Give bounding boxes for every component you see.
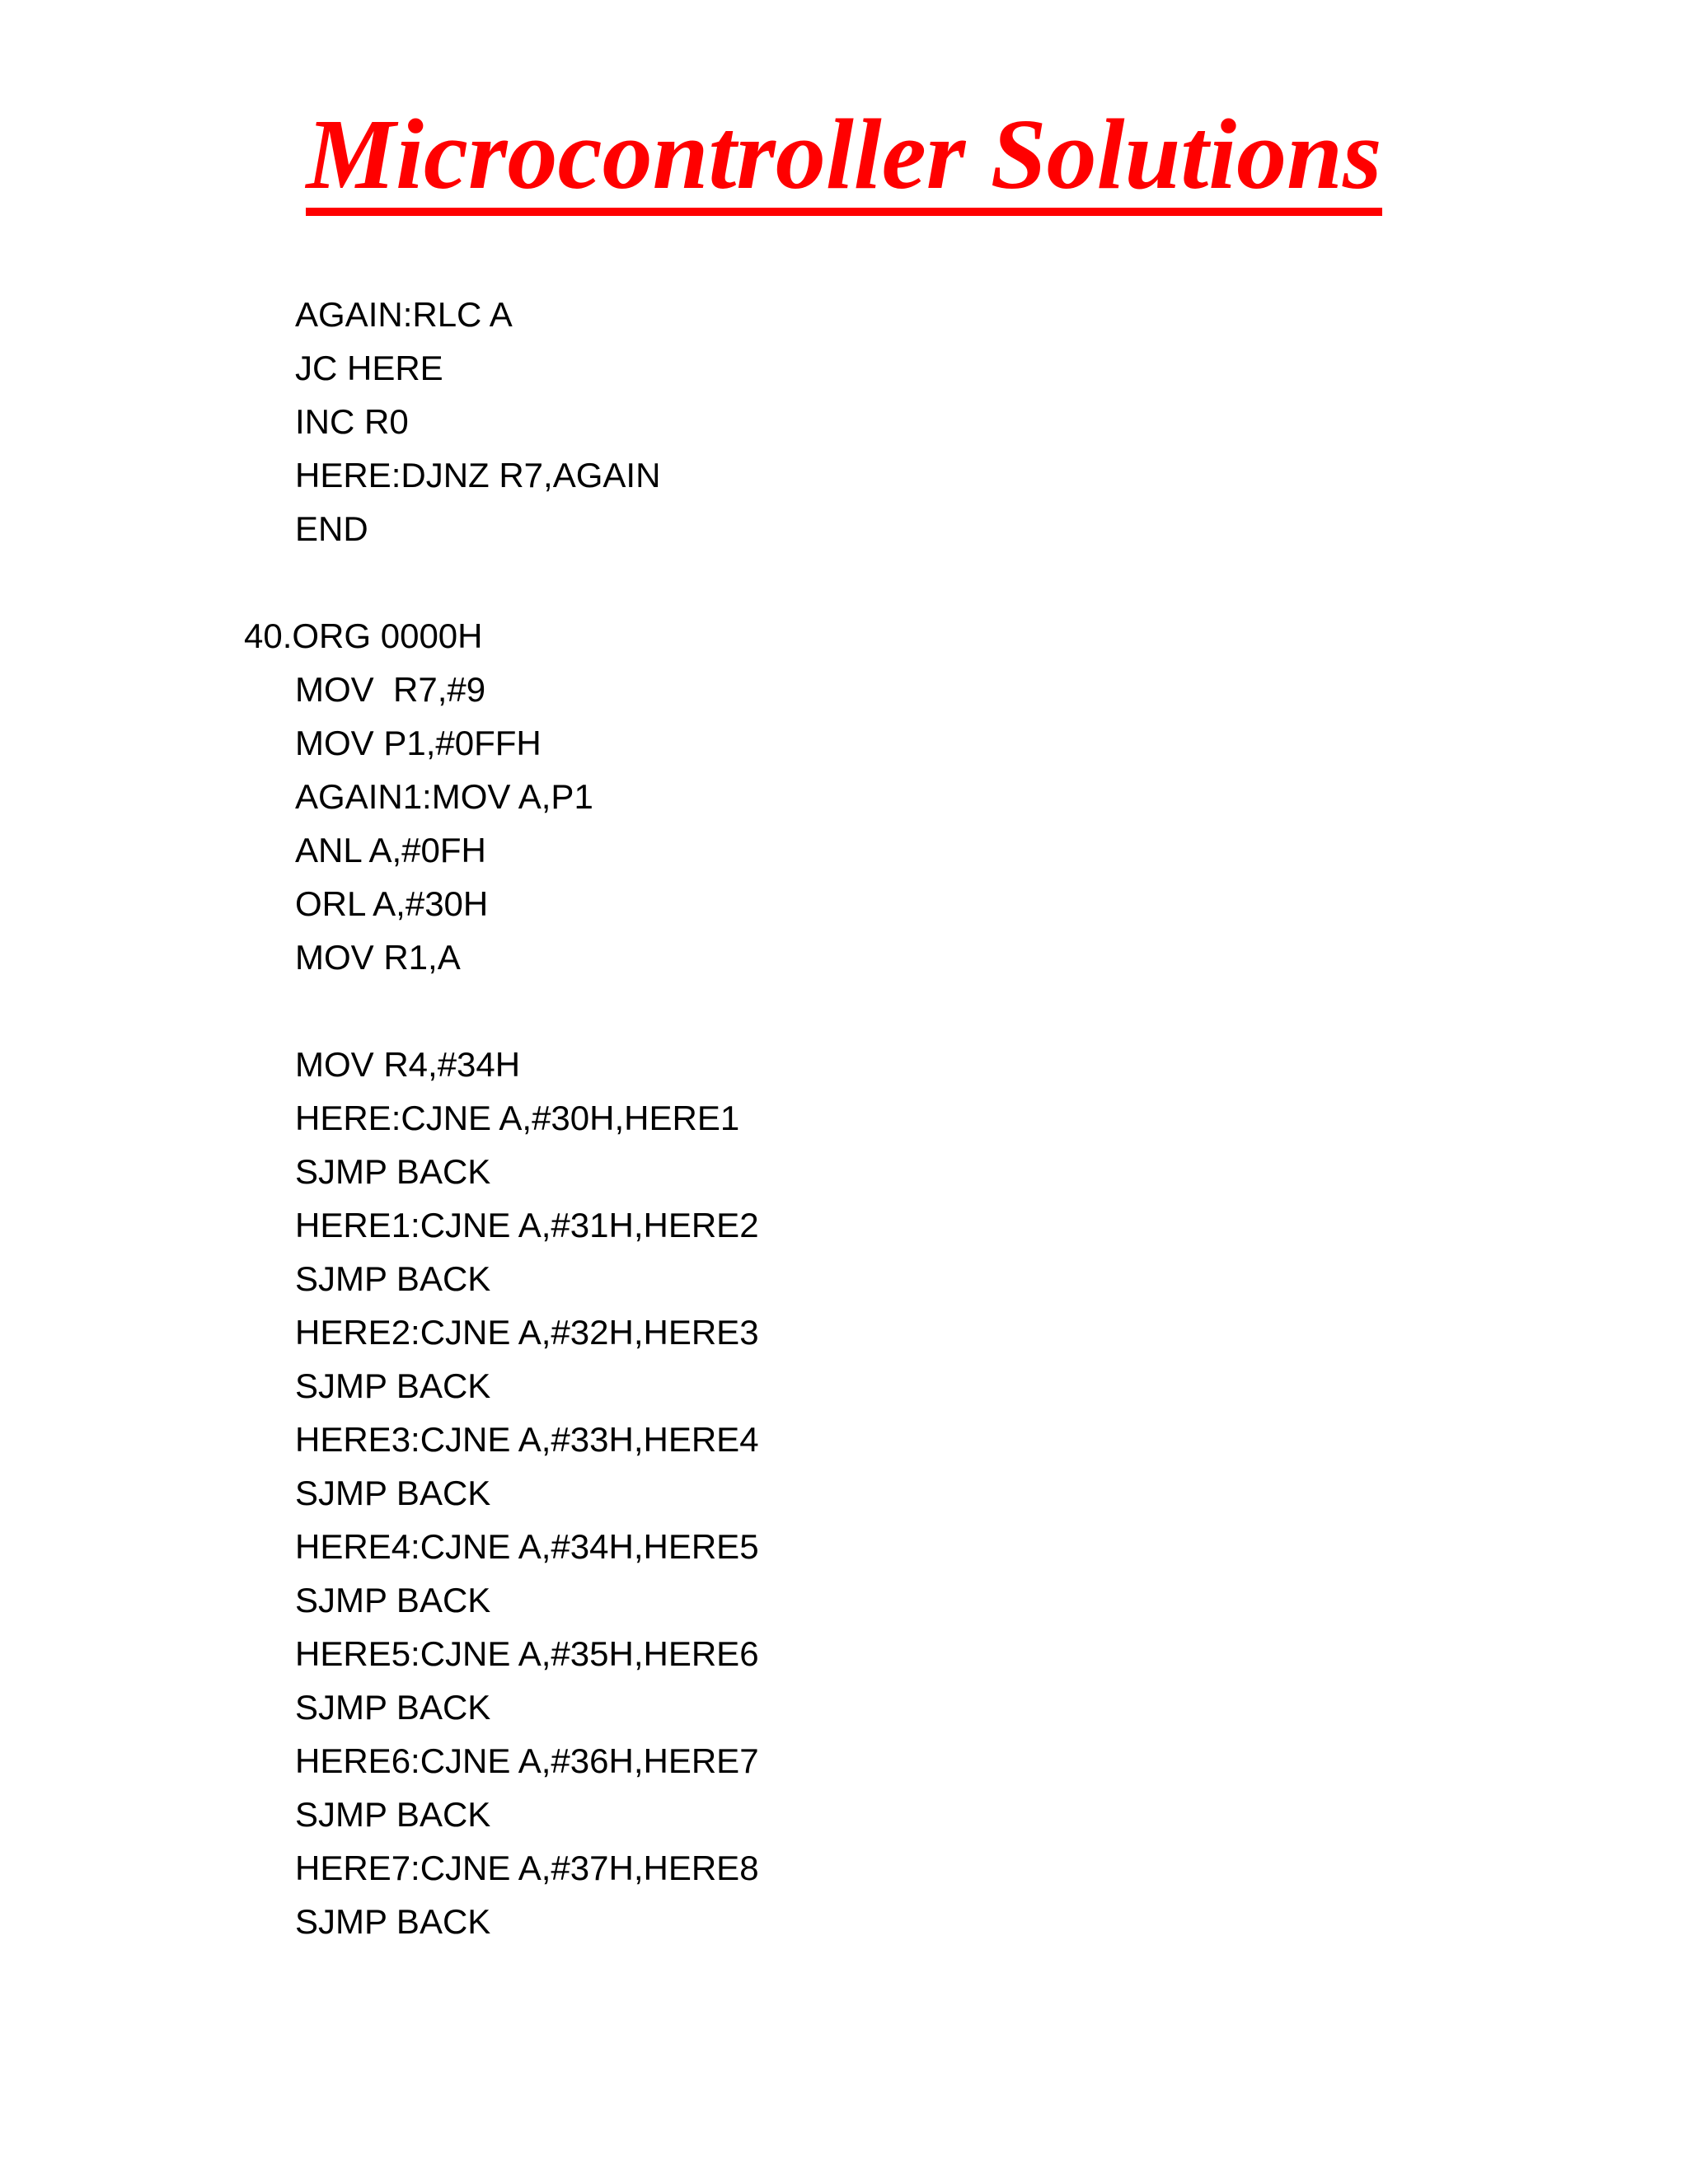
code-line: HERE2:CJNE A,#32H,HERE3	[295, 1313, 759, 1352]
page-title	[0, 97, 1688, 216]
code-line: HERE4:CJNE A,#34H,HERE5	[295, 1527, 759, 1566]
code-line: SJMP BACK	[295, 1366, 491, 1405]
code-line: AGAIN1:MOV A,P1	[295, 777, 593, 816]
code-line: HERE6:CJNE A,#36H,HERE7	[295, 1741, 759, 1780]
code-line: HERE5:CJNE A,#35H,HERE6	[295, 1634, 759, 1673]
code-line: END	[295, 509, 368, 548]
code-line-numbered: 40.ORG 0000H	[244, 616, 483, 655]
code-line: SJMP BACK	[295, 1259, 491, 1298]
code-line: SJMP BACK	[295, 1474, 491, 1512]
code-line: HERE:DJNZ R7,AGAIN	[295, 456, 661, 494]
code-line: SJMP BACK	[295, 1581, 491, 1619]
code-line: JC HERE	[295, 349, 443, 387]
code-line: HERE7:CJNE A,#37H,HERE8	[295, 1849, 759, 1887]
code-line: ORL A,#30H	[295, 884, 489, 923]
code-line: MOV P1,#0FFH	[295, 724, 542, 762]
page-title-text: Microcontroller Solutions	[306, 102, 1381, 216]
code-line: AGAIN:RLC A	[295, 295, 513, 334]
code-line: SJMP BACK	[295, 1688, 491, 1727]
code-line: MOV R4,#34H	[295, 1045, 521, 1084]
code-line: INC R0	[295, 402, 409, 441]
code-line: SJMP BACK	[295, 1795, 491, 1834]
code-line: HERE3:CJNE A,#33H,HERE4	[295, 1420, 759, 1459]
code-line: MOV R7,#9	[295, 670, 486, 709]
code-line: SJMP BACK	[295, 1152, 491, 1191]
code-line: HERE:CJNE A,#30H,HERE1	[295, 1099, 740, 1137]
code-line: HERE1:CJNE A,#31H,HERE2	[295, 1206, 759, 1244]
code-line: SJMP BACK	[295, 1902, 491, 1941]
code-line: ANL A,#0FH	[295, 831, 486, 869]
code-line: MOV R1,A	[295, 938, 461, 977]
